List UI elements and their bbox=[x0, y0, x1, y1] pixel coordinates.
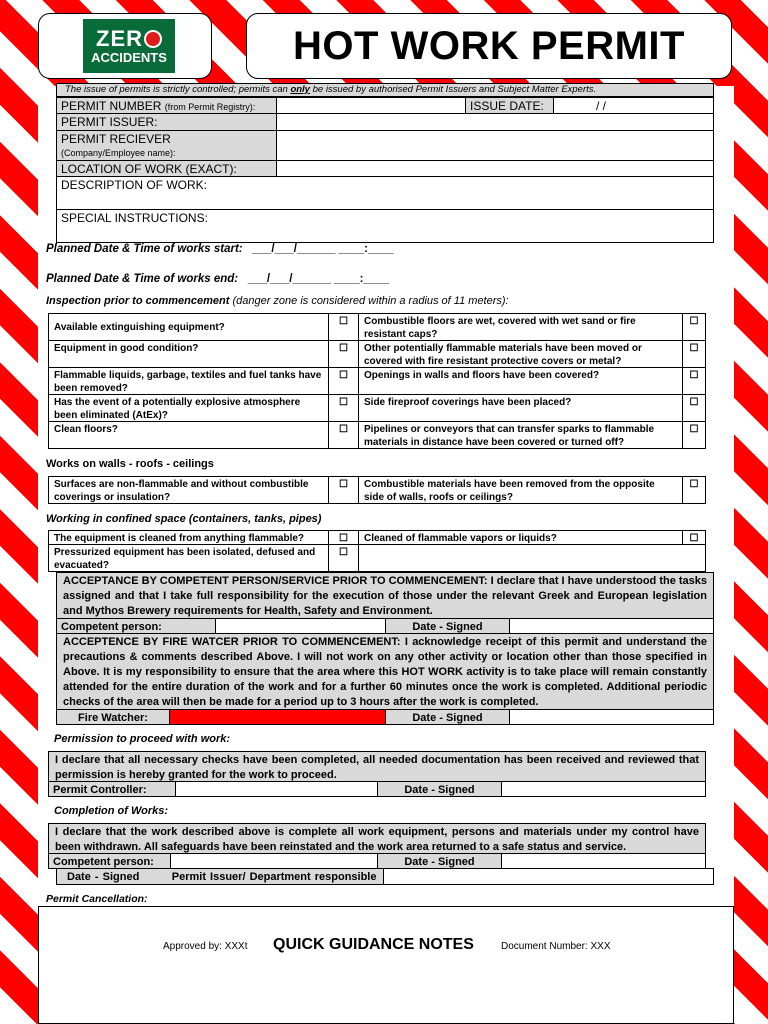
permit-controller-field[interactable] bbox=[175, 781, 378, 797]
inspection-item-3-left: Flammable liquids, garbage, textiles and fuel tanks have been removed? bbox=[48, 367, 329, 395]
confined-checkbox-1-left[interactable]: ☐ bbox=[328, 530, 359, 545]
confined-checkbox-1-right[interactable]: ☐ bbox=[682, 530, 706, 545]
completion-issuer-field[interactable] bbox=[383, 868, 714, 885]
description-field[interactable] bbox=[56, 176, 714, 210]
checkbox-3-right[interactable]: ☐ bbox=[682, 367, 706, 395]
permission-date-signed-field[interactable] bbox=[501, 781, 706, 797]
logo-text-zero: ZER bbox=[96, 25, 143, 51]
completion-text: I declare that the work described above is complete all work equipment, persons and materials under my control have been withdrawn. All safeguards have been reinstated and the work area returned to a safe status and service. bbox=[48, 823, 706, 854]
permit-issuer-label: PERMIT ISSUER: bbox=[56, 113, 277, 131]
walls-item-left: Surfaces are non-flammable and without combustible coverings or insulation? bbox=[48, 476, 329, 504]
walls-item-right: Combustible materials have been removed from the opposite side of walls, roofs or ceilings? bbox=[358, 476, 683, 504]
confined-item-1-right: Cleaned of flammable vapors or liquids? bbox=[358, 530, 683, 545]
inspection-item-2-right: Other potentially flammable materials have been moved or covered with fire resistant protective covers or metal? bbox=[358, 340, 683, 368]
approved-by: Approved by: XXXt bbox=[163, 941, 248, 952]
checkbox-5-right[interactable]: ☐ bbox=[682, 421, 706, 449]
completion-person-field[interactable] bbox=[170, 853, 378, 869]
walls-checkbox-right[interactable]: ☐ bbox=[682, 476, 706, 504]
confined-item-2-left: Pressurized equipment has been isolated, defused and evacuated? bbox=[48, 544, 329, 572]
description-label: DESCRIPTION OF WORK: bbox=[61, 178, 208, 192]
checkbox-1-left[interactable]: ☐ bbox=[328, 313, 359, 341]
competent-person-field[interactable] bbox=[215, 618, 386, 634]
notice-text-only: only bbox=[290, 84, 310, 95]
inspection-item-4-right: Side fireproof coverings have been placed? bbox=[358, 394, 683, 422]
completion-person-label: Competent person: bbox=[48, 853, 171, 869]
guidance-notes-box bbox=[38, 906, 734, 1024]
permission-text: I declare that all necessary checks have been completed, all needed documentation has been received and reviewed that permission is hereby granted for the work to proceed. bbox=[48, 751, 706, 782]
page-title: HOT WORK PERMIT bbox=[293, 23, 685, 68]
notice-text-2: be issued by authorised Permit Issuers and Subject Matter Experts. bbox=[309, 84, 597, 95]
permit-controller-label: Permit Controller: bbox=[48, 781, 176, 797]
acceptance-text: ACCEPTANCE BY COMPETENT PERSON/SERVICE PRIOR TO COMMENCEMENT: I declare that I have understood the tasks assigned and that I take full responsibility for the execution of those under the relevant Greek and European legislation and Mythos Brewery requirements for Health, Safety and Environment. bbox=[56, 572, 714, 619]
guidance-title: QUICK GUIDANCE NOTES bbox=[273, 936, 474, 953]
acceptance-date-signed-label: Date - Signed bbox=[385, 618, 510, 634]
location-field[interactable] bbox=[276, 160, 714, 177]
title-box bbox=[246, 13, 732, 79]
inspection-item-1-right: Combustible floors are wet, covered with wet sand or fire resistant caps? bbox=[358, 313, 683, 341]
issue-date-label: ISSUE DATE: bbox=[465, 97, 554, 114]
fire-watcher-label: Fire Watcher: bbox=[56, 709, 170, 725]
inspection-item-1-left: Available extinguishing equipment? bbox=[48, 313, 329, 341]
fire-watcher-field[interactable] bbox=[169, 709, 386, 725]
confined-item-1-left: The equipment is cleaned from anything flammable? bbox=[48, 530, 329, 545]
completion-date-signed-field[interactable] bbox=[501, 853, 706, 869]
zero-accidents-logo bbox=[83, 19, 175, 73]
checkbox-3-left[interactable]: ☐ bbox=[328, 367, 359, 395]
permit-number-field[interactable] bbox=[276, 97, 466, 114]
inspection-item-4-left: Has the event of a potentially explosive atmosphere been eliminated (AtEx)? bbox=[48, 394, 329, 422]
inspection-item-5-right: Pipelines or conveyors that can transfer sparks to flammable materials in distance have been covered or turned off? bbox=[358, 421, 683, 449]
logo-o-icon bbox=[144, 30, 162, 48]
competent-person-label: Competent person: bbox=[56, 618, 216, 634]
permission-date-signed-label: Date - Signed bbox=[377, 781, 502, 797]
issue-date-field[interactable]: / / bbox=[553, 97, 714, 114]
fire-watcher-date-signed-label: Date - Signed bbox=[385, 709, 510, 725]
acceptance-date-signed-field[interactable] bbox=[509, 618, 714, 634]
completion-issuer-row: Date - Signed Permit Issuer/ Department responsible bbox=[56, 868, 384, 885]
permit-number-label: PERMIT NUMBER (from Permit Registry): bbox=[56, 97, 277, 114]
planned-start: Planned Date & Time of works start: ___/___/______ ____:____ bbox=[46, 243, 394, 255]
document-number: Document Number: XXX bbox=[501, 941, 611, 952]
logo-box bbox=[38, 13, 212, 79]
planned-end: Planned Date & Time of works end: ___/___/______ ____:____ bbox=[46, 273, 390, 285]
checkbox-1-right[interactable]: ☐ bbox=[682, 313, 706, 341]
permit-issuer-field[interactable] bbox=[276, 113, 714, 131]
fire-watcher-date-signed-field[interactable] bbox=[509, 709, 714, 725]
notice-banner bbox=[56, 83, 714, 97]
walls-heading: Works on walls - roofs - ceilings bbox=[46, 458, 214, 470]
inspection-item-5-left: Clean floors? bbox=[48, 421, 329, 449]
checkbox-4-left[interactable]: ☐ bbox=[328, 394, 359, 422]
inspection-item-2-left: Equipment in good condition? bbox=[48, 340, 329, 368]
permission-heading: Permission to proceed with work: bbox=[54, 733, 231, 745]
permit-form bbox=[38, 86, 734, 906]
notice-text-1: The issue of permits is strictly controlled; permits can bbox=[65, 84, 291, 95]
confined-heading: Working in confined space (containers, tanks, pipes) bbox=[46, 513, 322, 525]
location-label: LOCATION OF WORK (EXACT): bbox=[56, 160, 277, 177]
confined-checkbox-2-left[interactable]: ☐ bbox=[328, 544, 359, 572]
inspection-heading: Inspection prior to commencement (danger zone is considered within a radius of 11 meters): bbox=[46, 295, 509, 307]
logo-text-accidents: ACCIDENTS bbox=[91, 49, 167, 65]
checkbox-5-left[interactable]: ☐ bbox=[328, 421, 359, 449]
checkbox-4-right[interactable]: ☐ bbox=[682, 394, 706, 422]
confined-empty-cell bbox=[358, 544, 706, 572]
completion-heading: Completion of Works: bbox=[54, 805, 169, 817]
permit-receiver-label: PERMIT RECIEVER (Company/Employee name): bbox=[56, 130, 277, 161]
walls-checkbox-left[interactable]: ☐ bbox=[328, 476, 359, 504]
inspection-item-3-right: Openings in walls and floors have been covered? bbox=[358, 367, 683, 395]
checkbox-2-left[interactable]: ☐ bbox=[328, 340, 359, 368]
permit-receiver-field[interactable] bbox=[276, 130, 714, 161]
cancellation-heading: Permit Cancellation: bbox=[46, 893, 148, 905]
special-instructions-field[interactable] bbox=[56, 209, 714, 243]
checkbox-2-right[interactable]: ☐ bbox=[682, 340, 706, 368]
completion-date-signed-label: Date - Signed bbox=[377, 853, 502, 869]
fire-watcher-text: ACCEPTENCE BY FIRE WATCER PRIOR TO COMMENCEMENT: I acknowledge receipt of this permit and understand the precautions & comments described Above. I will not work on any other activity or location other than those specified in Above. It is my responsibility to ensure that the area where this HOT WORK activity is to take place will remain constantly attended for the entire duration of the work and for a further 60 minutes once the work is completed. Additional periodic checks of the area will then be made for a period up to 3 hours after the work is completed. bbox=[56, 633, 714, 710]
special-instructions-label: SPECIAL INSTRUCTIONS: bbox=[61, 211, 208, 225]
